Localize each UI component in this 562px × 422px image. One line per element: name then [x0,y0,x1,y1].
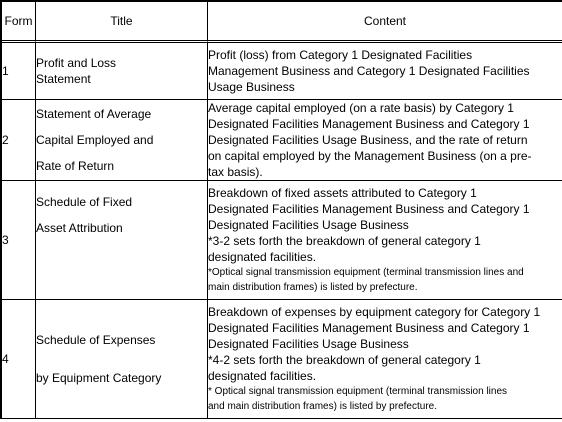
title-line: Schedule of Expenses [36,333,156,347]
title-line: Schedule of Fixed [36,195,133,209]
content-note: main distribution frames) is listed by prefecture. [208,282,418,293]
content-line: Breakdown of fixed assets attributed to Category 1 [208,186,477,200]
form-number: 2 [2,100,36,181]
content-note: and main distribution frames) is listed by prefecture. [208,401,437,412]
title-line: Asset Attribution [36,221,123,235]
content-line: *4-2 sets forth the breakdown of general category 1 [208,353,481,367]
content-line: Usage Business [208,80,295,94]
content-note: * Optical signal transmission equipment (terminal transmission lines [208,386,508,397]
title-line: Statement of Average [36,107,152,121]
content-line: Designated Facilities Usage Business, and the rate of return [208,133,528,147]
content-line: Profit (loss) from Category 1 Designated Facilities [208,48,473,62]
content-line: Designated Facilities Usage Business [208,337,409,351]
content-line: Breakdown of expenses by equipment category for Category 1 [208,305,541,319]
form-number: 3 [2,181,36,300]
form-title [36,100,208,181]
form-number: 4 [2,300,36,419]
form-title [36,181,208,300]
content-line: Designated Facilities Management Business and Category 1 [208,117,530,131]
table-row [2,43,562,100]
table-row [2,300,562,419]
form-title [36,43,208,100]
content-line: Average capital employed (on a rate basis) by Category 1 [208,101,514,115]
content-line: designated facilities. [208,369,317,383]
content-line: *3-2 sets forth the breakdown of general category 1 [208,234,481,248]
content-line: Management Business and Category 1 Designated Facilities [208,64,530,78]
form-content [208,100,562,181]
content-line: on capital employed by the Management Business (on a pre- [208,149,532,163]
form-number: 1 [2,43,36,100]
form-content [208,181,562,300]
content-line: Designated Facilities Management Business and Category 1 [208,321,530,335]
content-note: *Optical signal transmission equipment (terminal transmission lines and [208,267,524,278]
title-line: Statement [36,72,91,86]
form-title [36,300,208,419]
content-line: tax basis). [208,165,263,179]
title-line: by Equipment Category [36,371,162,385]
content-line: designated facilities. [208,250,317,264]
title-line: Profit and Loss [36,56,117,70]
header-title: Title [36,2,208,43]
content-line: Designated Facilities Usage Business [208,218,409,232]
title-line: Capital Employed and [36,133,154,147]
header-content: Content [208,2,562,43]
header-row [2,2,562,43]
content-line: Designated Facilities Management Business and Category 1 [208,202,530,216]
form-content [208,300,562,419]
title-line: Rate of Return [36,159,115,173]
header-form: Form [2,2,36,43]
table-row [2,181,562,300]
form-content [208,43,562,100]
table-row [2,100,562,181]
